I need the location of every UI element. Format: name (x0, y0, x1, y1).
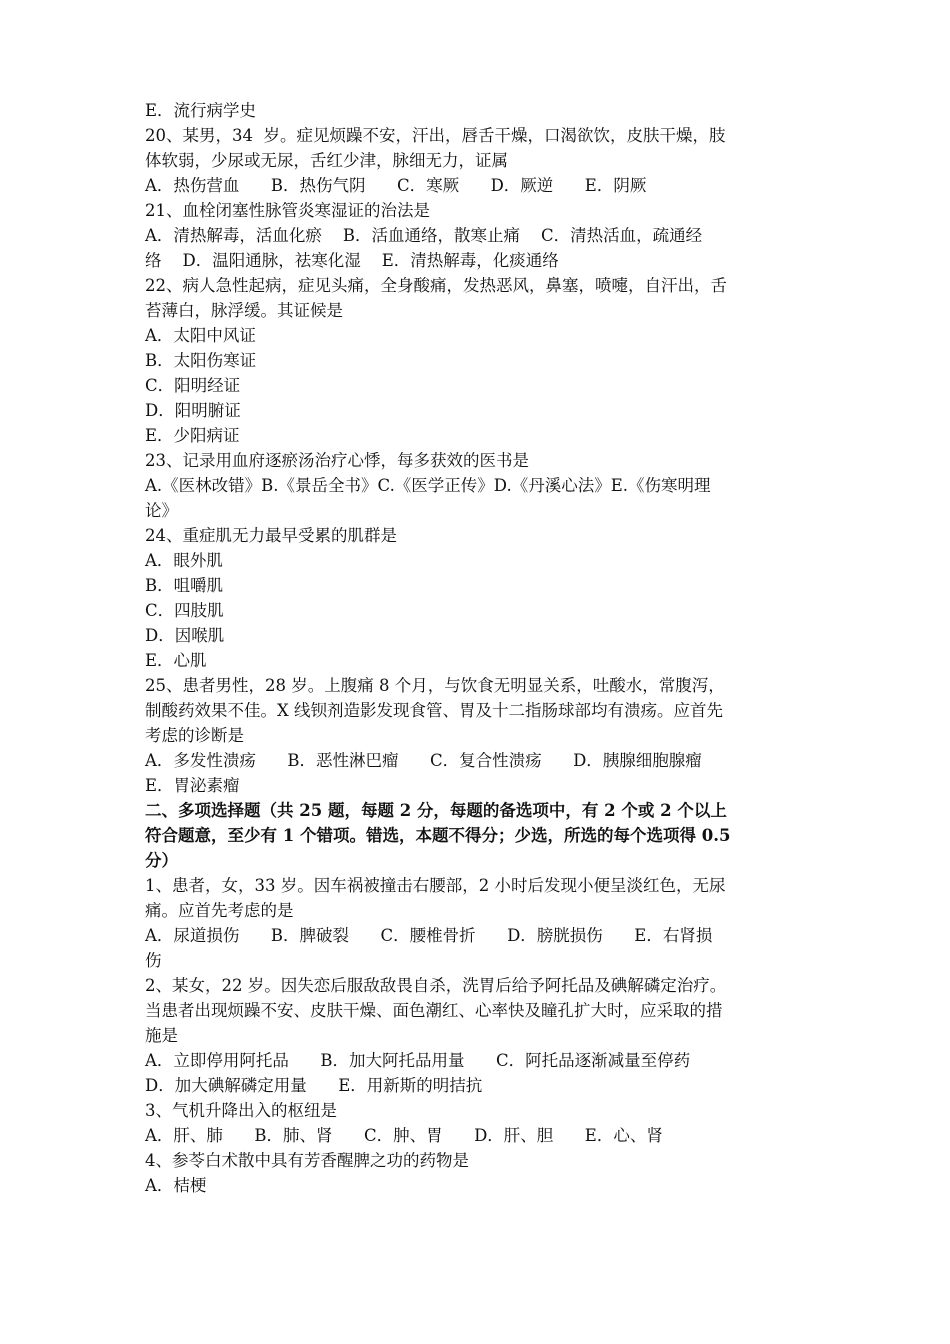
text-line: A.《医林改错》B.《景岳全书》C.《医学正传》D.《丹溪心法》E.《伤寒明理 (145, 476, 711, 495)
text-line: A．尿道损伤 B．脾破裂 C．腰椎骨折 D．膀胱损伤 E．右肾损 (145, 926, 713, 945)
text-line: 23、记录用血府逐瘀汤治疗心悸，每多获效的医书是 (145, 451, 529, 470)
text-line: 2、某女，22 岁。因失恋后服敌敌畏自杀，洗胃后给予阿托品及碘解磷定治疗。 (145, 976, 727, 995)
text-line: 当患者出现烦躁不安、皮肤干燥、面色潮红、心率快及瞳孔扩大时，应采取的措 (145, 1001, 723, 1020)
text-line: 络 D．温阳通脉，祛寒化湿 E．清热解毒，化痰通络 (145, 251, 559, 270)
text-line: 考虑的诊断是 (145, 726, 244, 745)
text-line: A．太阳中风证 (145, 326, 256, 345)
section-heading-line: 二、多项选择题（共 25 题，每题 2 分，每题的备选项中，有 2 个或 2 个以上 (145, 801, 727, 820)
text-line: 1、患者，女，33 岁。因车祸被撞击右腰部，2 小时后发现小便呈淡红色，无尿 (145, 876, 726, 895)
section-heading-line: 分） (145, 851, 178, 870)
text-line: E．胃泌素瘤 (145, 776, 240, 795)
text-line: E．心肌 (145, 651, 207, 670)
text-line: 伤 (145, 951, 162, 970)
text-line: A．眼外肌 (145, 551, 223, 570)
text-line: A．桔梗 (145, 1176, 207, 1195)
text-line: E．少阳病证 (145, 426, 240, 445)
text-line: D．因喉肌 (145, 626, 225, 645)
text-line: 痛。应首先考虑的是 (145, 901, 294, 920)
text-line: 24、重症肌无力最早受累的肌群是 (145, 526, 397, 545)
text-line: 4、参苓白术散中具有芳香醒脾之功的药物是 (145, 1151, 469, 1170)
text-line: 施是 (145, 1026, 178, 1045)
text-line: 25、患者男性，28 岁。上腹痛 8 个月，与饮食无明显关系，吐酸水，常腹泻， (145, 676, 725, 695)
text-line: 制酸药效果不佳。X 线钡剂造影发现食管、胃及十二指肠球部均有溃疡。应首先 (145, 701, 723, 720)
text-line: A．清热解毒，活血化瘀 B．活血通络，散寒止痛 C．清热活血，疏通经 (145, 226, 703, 245)
text-line: A．肝、肺 B．肺、肾 C．肿、胃 D．肝、胆 E．心、肾 (145, 1126, 663, 1145)
text-line: C．四肢肌 (145, 601, 224, 620)
document-body (145, 98, 817, 1198)
text-line: B．咀嚼肌 (145, 576, 224, 595)
text-line: D．阳明腑证 (145, 401, 241, 420)
text-line: 论》 (145, 501, 178, 520)
section-heading-line: 符合题意，至少有 1 个错项。错选，本题不得分；少选，所选的每个选项得 0.5 (145, 826, 731, 845)
text-line: 20、某男，34 岁。症见烦躁不安，汗出，唇舌干燥，口渴欲饮，皮肤干燥，肢 (145, 126, 726, 145)
text-line: E．流行病学史 (145, 101, 257, 120)
text-line: 苔薄白，脉浮缓。其证候是 (145, 301, 343, 320)
text-line: A．热伤营血 B．热伤气阴 C．寒厥 D．厥逆 E．阴厥 (145, 176, 647, 195)
text-line: 21、血栓闭塞性脉管炎寒湿证的治法是 (145, 201, 430, 220)
text-line: C．阳明经证 (145, 376, 241, 395)
text-line: B．太阳伤寒证 (145, 351, 257, 370)
text-line: 3、气机升降出入的枢纽是 (145, 1101, 337, 1120)
text-line: 体软弱，少尿或无尿，舌红少津，脉细无力，证属 (145, 151, 508, 170)
text-line: A．多发性溃疡 B．恶性淋巴瘤 C．复合性溃疡 D．胰腺细胞腺瘤 (145, 751, 702, 770)
text-line: A．立即停用阿托品 B．加大阿托品用量 C．阿托品逐渐减量至停药 (145, 1051, 691, 1070)
text-line: D．加大碘解磷定用量 E．用新斯的明拮抗 (145, 1076, 483, 1095)
text-line: 22、病人急性起病，症见头痛，全身酸痛，发热恶风，鼻塞，喷嚏，自汗出，舌 (145, 276, 727, 295)
